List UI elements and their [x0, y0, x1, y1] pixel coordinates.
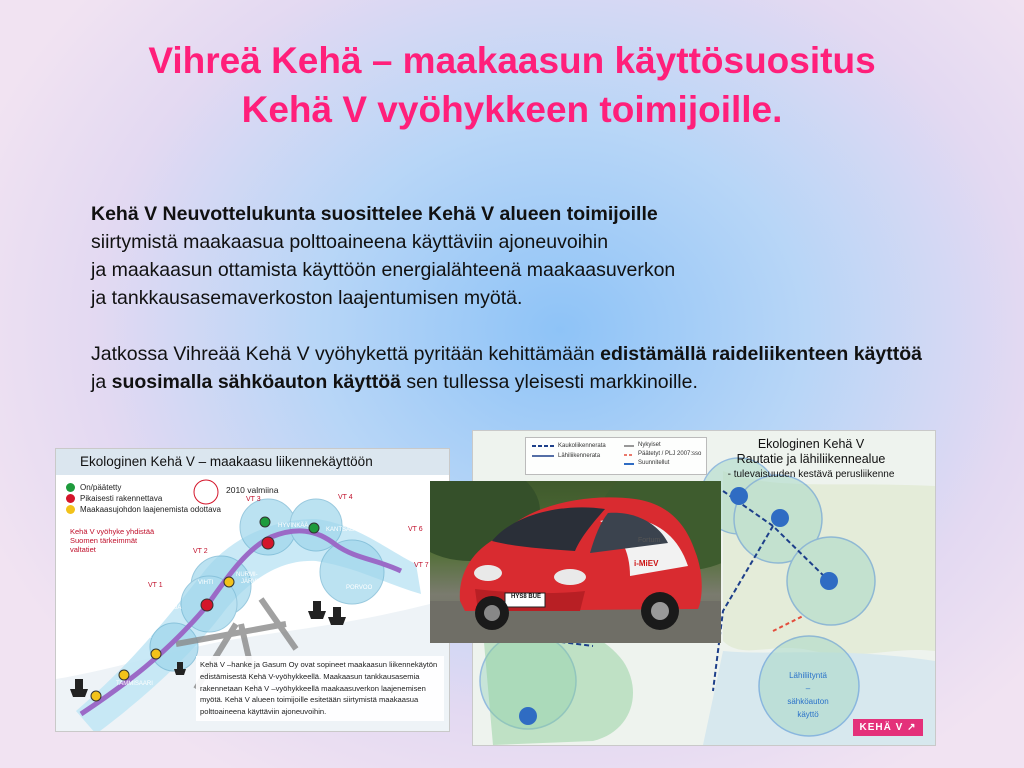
svg-text:JÄRVI: JÄRVI: [241, 579, 258, 585]
title-line-2: Kehä V vyöhykkeen toimijoille.: [241, 89, 783, 130]
rail-map-title: [701, 437, 921, 482]
left-map-red-note: Kehä V vyöhyke yhdistää Suomen tärkeimmät valtatiet: [70, 527, 155, 554]
svg-text:VT 6: VT 6: [408, 526, 423, 533]
p2-text-1: Jatkossa Vihreää Kehä V vyöhykettä pyritään kehittämään: [91, 343, 601, 365]
car-illustration: [430, 481, 721, 643]
key-label: Suunnitellut: [638, 460, 670, 466]
svg-text:VT 2: VT 2: [193, 548, 208, 555]
left-map-header: Ekologinen Kehä V – maakaasu liikennekäyttöön: [56, 449, 449, 475]
lahiliitynta-label: Lähiliityntä – sähköauton käyttö: [787, 671, 829, 719]
p2-bold-1: edistämällä raideliikenteen käyttöä: [600, 343, 923, 365]
svg-text:VT 7: VT 7: [414, 562, 429, 569]
legend-item: [66, 504, 221, 515]
svg-text:TAMMISAARI: TAMMISAARI: [116, 681, 153, 687]
car-brand-label: i-MiEV: [634, 559, 659, 568]
valmiina-label: 2010 valmiina: [226, 485, 279, 495]
paragraph-1-bold: Kehä V Neuvottelukunta suosittelee Kehä V alueen toimijoille: [91, 203, 658, 225]
paragraph-1-line-3: ja maakaasun ottamista käyttöön energialähteenä maakaasuverkon: [91, 259, 676, 281]
p2-text-2: ja: [91, 371, 112, 393]
key-label: Kaukoliikennerata: [558, 443, 606, 449]
rail-map-title-1: Ekologinen Kehä V: [757, 437, 865, 451]
p2-text-3: sen tullessa yleisesti markkinoille.: [400, 371, 698, 393]
left-map-legend: [66, 482, 221, 515]
svg-text:HYVINKÄÄ: HYVINKÄÄ: [278, 523, 309, 529]
svg-text:PORVOO: PORVOO: [346, 585, 373, 591]
paragraph-1-line-2: siirtymistä maakaasua polttoaineena käyttäviin ajoneuvoihin: [91, 231, 609, 253]
p2-bold-2: suosimalla sähköauton käyttöä: [111, 371, 401, 393]
svg-text:KARJAA: KARJAA: [128, 634, 152, 640]
legend-dot-green: [66, 483, 75, 492]
license-plate: HYS8 BUE: [510, 594, 541, 600]
key-label: Nykyiset: [638, 442, 661, 448]
svg-text:VT 3: VT 3: [246, 496, 261, 503]
rail-map-key: [525, 437, 707, 475]
left-map-caption: Kehä V –hanke ja Gasum Oy ovat sopineet maakaasun liikennekäytön edistämisestä Kehä V-vyöhykkeellä. Maakaasun tankkausasemia rakennetaan Kehä V –vyöhykkeellä maakaasuverkon laajenemisen myötä. Kehä V alueen toimijoille esitetään siirtymistä maakaasua polttoaineena käyttäviin ajoneuvoihin.: [196, 656, 444, 721]
car-sponsor-label: Fortum: [638, 537, 661, 544]
svg-text:NURMI-: NURMI-: [236, 572, 258, 578]
body-text: [91, 200, 941, 424]
legend-item: [66, 482, 221, 493]
svg-text:VIHTI: VIHTI: [198, 580, 214, 586]
slide-title: [0, 36, 1024, 134]
key-label: Lähiliikennerata: [558, 453, 601, 459]
key-label: Päätetyt / PLJ 2007:sso: [638, 451, 702, 457]
rail-map-subtitle: - tulevaisuuden kestävä perusliikenne: [727, 469, 895, 480]
svg-text:KANTSALA: KANTSALA: [326, 527, 358, 533]
electric-car-photo: [430, 481, 721, 643]
rail-key-labels-left: [558, 441, 606, 461]
paragraph-1-line-4: ja tankkausasemaverkoston laajentumisen myötä.: [91, 287, 523, 309]
legend-label: Maakaasujohdon laajenemista odottava: [80, 505, 221, 514]
legend-label: Pikaisesti rakennettava: [80, 494, 163, 503]
kehav-logo: KEHÄ V ↗: [853, 719, 923, 736]
legend-item: [66, 493, 221, 504]
legend-dot-yellow: [66, 505, 75, 514]
svg-text:LOHJA: LOHJA: [162, 605, 182, 611]
svg-text:VT 4: VT 4: [338, 494, 353, 501]
title-line-1: Vihreä Kehä – maakaasun käyttösuositus: [148, 40, 876, 81]
rail-key-labels-right: [638, 441, 701, 468]
rail-map-title-2: Rautatie ja lähiliikennealue: [736, 452, 886, 466]
paragraph-2: [91, 340, 941, 396]
legend-label: On/päätetty: [80, 483, 122, 492]
natural-gas-map: [55, 448, 450, 732]
svg-text:VT 1: VT 1: [148, 582, 163, 589]
paragraph-1: [91, 200, 941, 312]
legend-dot-red: [66, 494, 75, 503]
